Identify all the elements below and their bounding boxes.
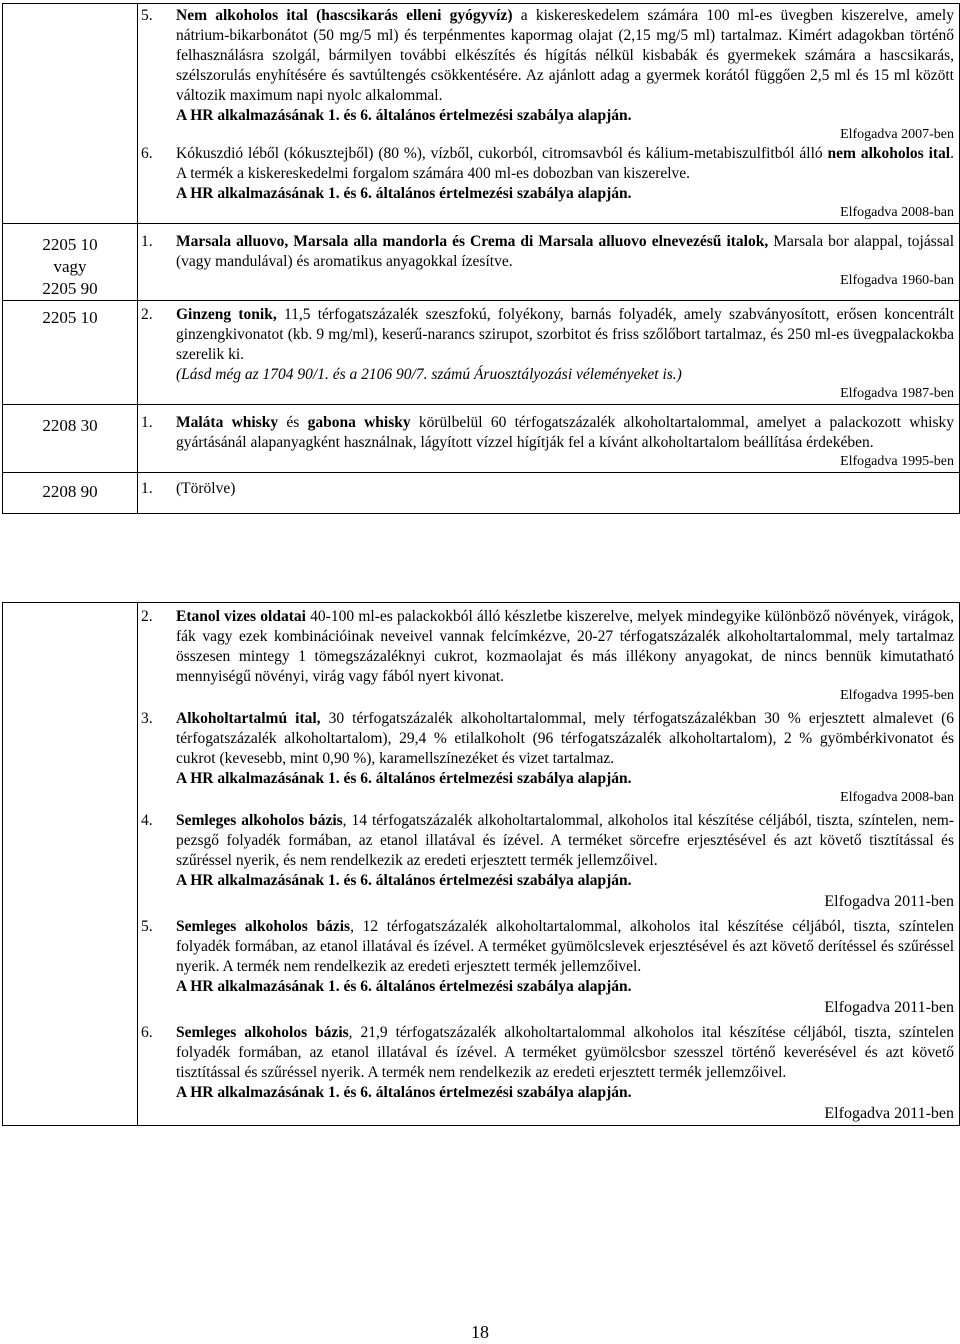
table-row bbox=[3, 405, 960, 473]
entry-adoption-date: Elfogadva 1995-ben bbox=[840, 454, 954, 469]
entry bbox=[138, 232, 959, 290]
entries-cell bbox=[138, 224, 960, 301]
tariff-code-cell bbox=[3, 301, 138, 405]
entry-legal-basis: A HR alkalmazásának 1. és 6. általános értelmezési szabálya alapján. bbox=[176, 107, 632, 124]
entry bbox=[138, 1023, 959, 1125]
entry-number: 6. bbox=[141, 1024, 153, 1041]
entry bbox=[138, 917, 959, 1019]
entry-adoption-date: Elfogadva 2011-ben bbox=[824, 893, 954, 910]
entry-text bbox=[138, 6, 959, 126]
entry-adoption-date: Elfogadva 2007-ben bbox=[840, 127, 954, 142]
entry-text bbox=[138, 709, 959, 789]
entry-adoption-date: Elfogadva 2011-ben bbox=[824, 1105, 954, 1122]
tariff-code-cell bbox=[3, 224, 138, 301]
entry-legal-basis: A HR alkalmazásának 1. és 6. általános értelmezési szabálya alapján. bbox=[176, 185, 632, 202]
tariff-code: 2208 30 bbox=[42, 416, 98, 435]
entry-description: (Törölve) bbox=[176, 480, 236, 497]
table-row bbox=[3, 473, 960, 514]
table-row bbox=[3, 301, 960, 405]
entry-description: 40-100 ml-es palackokból álló készletbe kiszerelve, melyek mindegyike különböző növények, virágok, fák vagy ezek kombinációinak neveivel vannak felcímkézve, 20-27 térfogatszázalék alkoholtartalommal, mely tartalmaz összesen mintegy 1 tömegszázaléknyi cukrot, kozmaolajat és más illékony anyagokat, de nincs bennük kimutatható mennyiségű növényi, virág vagy fából nyert kivonat. bbox=[176, 608, 954, 685]
entry bbox=[138, 6, 959, 144]
entry-number: 1. bbox=[141, 233, 153, 250]
entry-number: 5. bbox=[141, 918, 153, 935]
entry-product-name: nem alkoholos ital bbox=[827, 145, 951, 162]
entry-product-name: Semleges alkoholos bázis bbox=[176, 812, 343, 829]
entry-product-name: Maláta whisky bbox=[176, 414, 279, 431]
page-number: 18 bbox=[471, 1322, 489, 1342]
entry-legal-basis: A HR alkalmazásának 1. és 6. általános értelmezési szabálya alapján. bbox=[176, 872, 632, 889]
entry-adoption-date: Elfogadva 1960-ban bbox=[840, 273, 954, 288]
tariff-code-cell bbox=[3, 603, 138, 1126]
entry-adoption-date: Elfogadva 1995-ben bbox=[840, 688, 954, 703]
entry-number: 4. bbox=[141, 812, 153, 829]
entry-text bbox=[138, 232, 959, 272]
entry bbox=[138, 811, 959, 913]
entry-description: körülbelül 60 térfogatszázalék alkoholtartalommal, amelyet a palackozott whisky gyártásánál alapanyagként használnak, lágyított vízzel hígítják fel a kívánt alkoholtartalom beállítása érdekében. bbox=[176, 414, 954, 451]
entry-legal-basis: A HR alkalmazásának 1. és 6. általános értelmezési szabálya alapján. bbox=[176, 770, 632, 787]
entry-product-name: Alkoholtartalmú ital, bbox=[176, 710, 321, 727]
tariff-code-cell bbox=[3, 473, 138, 514]
entry-number: 2. bbox=[141, 306, 153, 323]
tariff-code-cell bbox=[3, 405, 138, 473]
tariff-code-cell bbox=[3, 4, 138, 224]
entry-text bbox=[138, 1023, 959, 1103]
classification-table-top bbox=[2, 3, 960, 514]
entry-product-name: Etanol vizes oldatai bbox=[176, 608, 306, 625]
entry-text bbox=[138, 413, 959, 453]
entries-cell bbox=[138, 301, 960, 405]
entry-legal-basis: A HR alkalmazásának 1. és 6. általános értelmezési szabálya alapján. bbox=[176, 978, 632, 995]
entry bbox=[138, 607, 959, 705]
table-row bbox=[3, 224, 960, 301]
entry-description: . A termék a kiskereskedelmi forgalom számára 400 ml-es dobozban van kiszerelve. bbox=[176, 145, 954, 182]
entry-cross-reference: (Lásd még az 1704 90/1. és a 2106 90/7. számú Áruosztályozási véleményeket is.) bbox=[176, 366, 682, 383]
entry-adoption-date: Elfogadva 2008-ban bbox=[840, 205, 954, 220]
entry bbox=[138, 479, 959, 499]
entry-adoption-date: Elfogadva 2008-ban bbox=[840, 790, 954, 805]
entry-text bbox=[138, 305, 959, 385]
entry-text-lead: Kókuszdió léből (kókusztejből) (80 %), vízből, cukorból, citromsavból és kálium-metabiszulfitból álló bbox=[176, 145, 828, 162]
entry-description: , 14 térfogatszázalék alkoholtartalommal, alkoholos ital készítése céljából, tiszta, színtelen, nem-pezsgő folyadék formában, az etanol illatával és ízével. A terméket sörcefre erjesztésével és azt követő tisztítással és szűréssel nyerik, és nem rendelkezik az eredeti erjesztett termék jellemzőivel. bbox=[176, 812, 954, 869]
entry-product-name: Marsala alluovo, Marsala alla mandorla és Crema di Marsala alluovo elnevezésű italok, bbox=[176, 233, 769, 250]
entry-text-mid: és bbox=[278, 414, 308, 431]
entry-text bbox=[138, 917, 959, 997]
entry-product-name: Ginzeng tonik, bbox=[176, 306, 277, 323]
entries-cell bbox=[138, 603, 960, 1126]
entry-text bbox=[138, 144, 959, 204]
entry-number: 5. bbox=[141, 7, 153, 24]
entry-number: 2. bbox=[141, 608, 153, 625]
entry-text bbox=[138, 479, 959, 499]
entries-cell bbox=[138, 405, 960, 473]
entry bbox=[138, 709, 959, 807]
entry-product-name-2: gabona whisky bbox=[307, 414, 411, 431]
entry-description: 30 térfogatszázalék alkoholtartalommal, mely térfogatszázalékban 30 % erjesztett almalevet (6 térfogatszázalék alkoholtartalom), 29,4 % etilalkoholt (96 térfogatszázalék alkoholtartalom), 2 % gyömbérkivonatot és cukrot (kevesebb, mint 0,90 %), karamellszínezéket és vizet tartalmaz. bbox=[176, 710, 954, 767]
classification-table-bottom bbox=[2, 602, 960, 1126]
entry-description: , 21,9 térfogatszázalék alkoholtartalommal alkoholos ital készítése céljából, tiszta, színtelen folyadék formában, az etanol illatával és ízével. A terméket gyümölcsbor szesszel történő keverésével és azt követő tisztítással és szűréssel nyerik. A termék nem rendelkezik az eredeti erjesztett termék jellemzőivel. bbox=[176, 1024, 954, 1081]
entry-adoption-date: Elfogadva 1987-ben bbox=[840, 386, 954, 401]
entry-text bbox=[138, 607, 959, 687]
entries-cell bbox=[138, 473, 960, 514]
entry-adoption-date: Elfogadva 2011-ben bbox=[824, 999, 954, 1016]
entry-product-name: Semleges alkoholos bázis bbox=[176, 1024, 349, 1041]
entry bbox=[138, 305, 959, 403]
entries-cell bbox=[138, 4, 960, 224]
tariff-code: 2205 90 bbox=[42, 279, 98, 298]
entry-number: 6. bbox=[141, 145, 153, 162]
entry-number: 1. bbox=[141, 414, 153, 431]
table-row bbox=[3, 4, 960, 224]
entry-description: 11,5 térfogatszázalék szeszfokú, folyékony, barnás folyadék, amely szabványosított, erősen koncentrált ginzengkivonatot (kb. 9 mg/ml), keserű-narancs szirupot, szorbitot és friss szőlőbort tartalmaz, és 250 ml-es üvegpalackokba szerelik ki. bbox=[176, 306, 955, 363]
tariff-code: 2205 10 bbox=[42, 308, 98, 327]
entry-legal-basis: A HR alkalmazásának 1. és 6. általános értelmezési szabálya alapján. bbox=[176, 1084, 632, 1101]
entry-product-name: Nem alkoholos ital (hascsikarás elleni gyógyvíz) bbox=[176, 7, 513, 24]
entry-number: 1. bbox=[141, 480, 153, 497]
entry-description: , 12 térfogatszázalék alkoholtartalommal, alkoholos ital készítése céljából, tiszta, színtelen folyadék formában, az etanol illatával és ízével. A terméket gyümölcslevek erjesztésével és azt követő derítéssel és szűréssel nyerik. A termék nem rendelkezik az eredeti erjesztett termék jellemzőivel. bbox=[176, 918, 955, 975]
tariff-code: 2208 90 bbox=[42, 482, 98, 501]
tariff-code: vagy bbox=[53, 257, 87, 276]
entry-description: a kiskereskedelem számára 100 ml-es üvegben kiszerelve, amely nátrium-bikarbonátot (50 mg/5 ml) és terpénmentes kapormag olajat (2,15 mg/5 ml) tartalmaz. Kimért adagokban történő felhasználásra szolgál, bármilyen további elkészítés és hígítás nélkül kisbabák és gyermekek számára a hascsikarás, szélszorulás enyhítésére és savtúltengés csökkentésére. Az ajánlott adag a gyermek korától függően 2,5 ml és 15 ml között változik maximum napi nyolc alkalommal. bbox=[176, 7, 954, 104]
entry bbox=[138, 144, 959, 222]
table-row bbox=[3, 603, 960, 1126]
entry-product-name: Semleges alkoholos bázis bbox=[176, 918, 351, 935]
entry-text bbox=[138, 811, 959, 891]
tariff-code: 2205 10 bbox=[42, 235, 98, 254]
entry bbox=[138, 413, 959, 471]
entry-description: Marsala bor alappal, tojással (vagy mandulával) és aromatikus anyagokkal ízesítve. bbox=[176, 233, 954, 270]
entry-number: 3. bbox=[141, 710, 153, 727]
